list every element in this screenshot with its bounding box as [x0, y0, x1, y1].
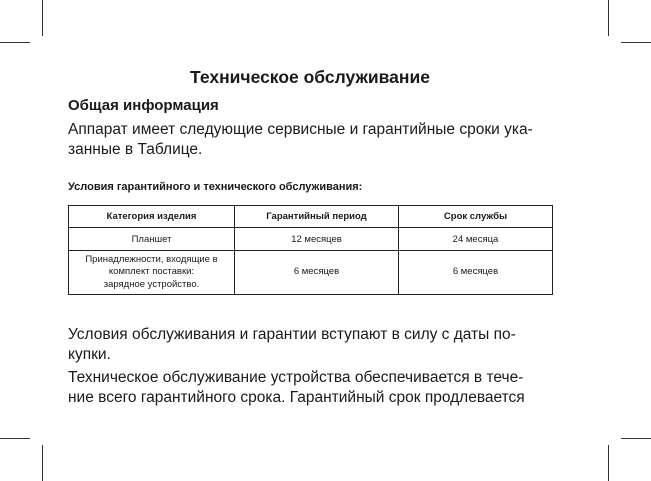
crop-mark-bottom-right-h: [621, 438, 651, 439]
crop-mark-bottom-left: [42, 445, 43, 481]
intro-paragraph: [68, 120, 552, 160]
paragraph-maintenance: [68, 368, 552, 408]
paragraph1-line-1: Условия обслуживания и гарантии вступают в силу с даты по-: [68, 326, 516, 343]
category-line-3: зарядное устройство.: [103, 278, 200, 290]
table-header-row: [69, 206, 553, 228]
cell-warranty: 12 месяцев: [235, 228, 399, 251]
document-page: [68, 65, 552, 408]
intro-line-1: Аппарат имеет следующие сервисные и гарантийные сроки ука-: [68, 121, 533, 138]
paragraph1-line-2: купки.: [68, 346, 111, 363]
column-header-category: Категория изделия: [69, 206, 235, 228]
crop-mark-bottom-left-h: [0, 438, 30, 439]
column-header-warranty: Гарантийный период: [235, 206, 399, 228]
paragraph-service-conditions: [68, 325, 552, 365]
page-title: Техническое обслуживание: [190, 67, 430, 87]
crop-mark-top-right: [608, 0, 609, 36]
crop-mark-top-right-h: [621, 42, 651, 43]
column-header-service-life: Срок службы: [399, 206, 553, 228]
paragraph2-line-1: Техническое обслуживание устройства обеспечивается в тече-: [68, 369, 524, 386]
cell-category: [69, 251, 235, 295]
table-row: [69, 228, 553, 251]
cell-service-life: 6 месяцев: [399, 251, 553, 295]
section-heading: Общая информация: [68, 97, 219, 114]
cell-warranty: 6 месяцев: [235, 251, 399, 295]
intro-line-2: занные в Таблице.: [68, 141, 203, 158]
cell-service-life: 24 месяца: [399, 228, 553, 251]
category-line-2: комплект поставки:: [108, 266, 195, 278]
cell-category: Планшет: [69, 228, 235, 251]
paragraph2-line-2: ние всего гарантийного срока. Гарантийный срок продлевается: [68, 389, 525, 406]
warranty-table: [68, 205, 553, 295]
crop-mark-top-left: [42, 0, 43, 36]
conditions-heading: Условия гарантийного и технического обслуживания:: [68, 181, 363, 193]
category-line-1: Принадлежности, входящие в: [85, 253, 218, 265]
crop-mark-top-left-h: [0, 42, 30, 43]
crop-mark-bottom-right: [608, 445, 609, 481]
table-row: [69, 251, 553, 295]
